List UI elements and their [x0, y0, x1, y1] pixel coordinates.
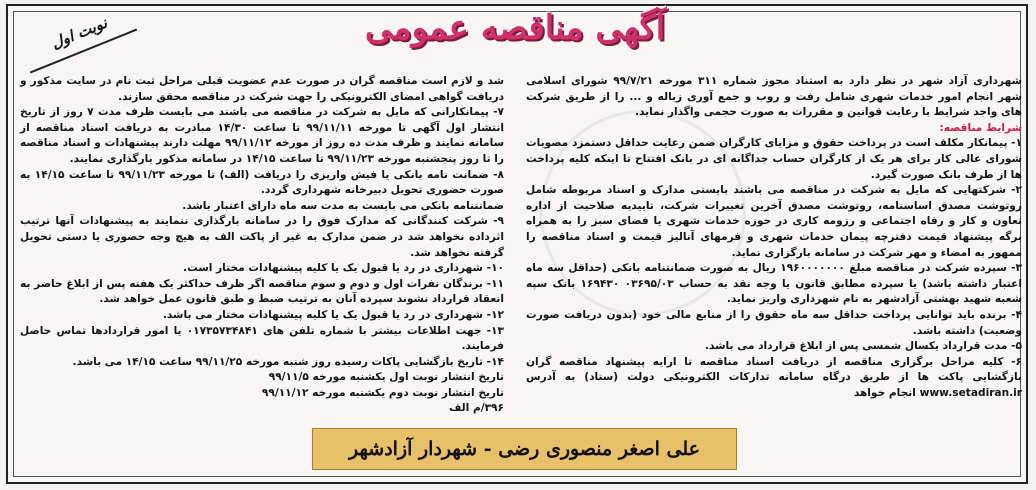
- signature-banner: [312, 428, 737, 470]
- condition-3: ۳- سپرده شرکت در مناقصه مبلغ ۱۹۶۰۰۰۰۰۰۰ ریال به صورت ضمانتنامه بانکی (حداقل سه ماه اعتبار داشته باشد) یا سپرده مطابق قانون یا وجه نقد به حساب ۰۳۶۹۵/۰۳ ۱۶۹۴۳۰ بانک سپه شعبه شهید بهشتی آزادشهر به نام شهرداری واریز نماید.: [526, 262, 1023, 306]
- title-banner: [330, 2, 700, 54]
- condition-12: ۱۲- شهرداری در رد یا قبول یک یا کلیه پیشنهادات مختار می باشد.: [162, 308, 504, 321]
- first-publication-date: تاریخ انتشار نوبت اول یکشنبه مورخه ۹۹/۱۱/۵: [268, 371, 504, 384]
- condition-14: ۱۴- تاریخ بازگشایی پاکات رسیده روز شنبه مورخه ۹۹/۱۱/۲۵ ساعت ۱۴/۱۵ می باشد.: [72, 355, 504, 368]
- mayor-signature: علی اصغر منصوری رضی - شهردار آزادشهر: [349, 438, 700, 460]
- right-column: [526, 74, 1022, 401]
- condition-7: ۷- پیمانکارانی که مایل به شرکت در مناقصه می باشند می بایست ظرف مدت ۷ روز از تاریخ انتشار اول آگهی تا مورخه ۹۹/۱۱/۱۱ تا ساعت ۱۴/۳۰ مبادرت به دریافت اسناد مناقصه از سامانه نمایند و ظرف مدت ده روز از مورخه ۹۹/۱۱/۱۲ مهلت دارند پیشنهادات و اسناد مناقصه را تا روز پنجشنبه مورخه ۹۹/۱۱/۲۳ تا ساعت ۱۴/۱۵ در سامانه مذکور بارگذاری نمایند.: [20, 106, 505, 165]
- left-column: [20, 74, 504, 417]
- intro-paragraph: شهرداری آزاد شهر در نظر دارد به استناد مجوز شماره ۳۱۱ مورخه ۹۹/۷/۲۱ شورای اسلامی شهر انجام امور خدمات شهری شامل رفت و روب و جمع آوری زباله و ... را از طریق شرکت های واجد شرایط با رعایت قوانین و مقررات به صورت حجمی واگذار نماید.: [526, 75, 1022, 119]
- condition-6: ۶- کلیه مراحل برگزاری مناقصه از دریافت اسناد مناقصه تا ارایه پیشنهاد مناقصه گران بازگشایی پاکت ها از طریق درگاه سامانه تدارکات الکترونیکی دولت (ستاد) به آدرس www.setadiran.ir انجام خواهد: [526, 355, 1022, 399]
- condition-9: ۹- شرکت کنندگانی که مدارک فوق را در سامانه بارگذاری ننمایند به پیشنهادات آنها ترتیب اثرداده نخواهد شد در ضمن مدارک به غیر از پاکت الف به هیچ وجه حضوری یا دستی تحویل گرفته نخواهد شد.: [20, 215, 504, 259]
- condition-10: ۱۰- شهرداری در رد یا قبول یک یا کلیه پیشنهادات مختار است.: [183, 262, 504, 275]
- reference-number: ۳۹۶/م الف: [449, 402, 504, 415]
- condition-8: ۸- ضمانت نامه بانکی یا فیش واریزی را دریافت (الف) تا مورخه ۹۹/۱۱/۲۳ تا ساعت ۱۴/۱۵ به صورت حضوری تحویل دبیرخانه شهرداری گردد.: [20, 168, 505, 197]
- turn-label: نوبت اول: [48, 13, 110, 53]
- page-title: آگهی مناقصه عمومی: [364, 8, 666, 48]
- condition-11: ۱۱- برندگان نفرات اول و دوم و سوم مناقصه اگر ظرف حداکثر یک هفته پس از ابلاغ حاضر به انعقاد قرارداد نشوند سپرده آنان به ترتیب ضبط و طبق قانون عمل خواهد شد.: [20, 277, 504, 306]
- condition-2: ۲- شرکتهایی که مایل به شرکت در مناقصه می باشند بایستی مدارک و اسناد مربوطه شامل روتوشت مصدق اساسنامه، روتوشت مصدق آخرین تغییرات شرکت، تاییدیه صلاحیت از اداره تعاون و کار و رفاه اجتماعی و رزومه کاری در حوزه خدمات شهری یا فضای سبز را به همراه برگه پیشنهاد قیمت دفترچه پیمان خدمات شهری و فرمهای آنالیز قیمت و اسناد مناقصه را ممهور به امضاء و مهر شرکت در سامانه بارگزاری نماید.: [526, 184, 1022, 259]
- guarantee-note: ضمانتنامه بانکی می بایست به مدت سه ماه دارای اعتبار باشد.: [182, 199, 504, 212]
- condition-4: ۴- برنده باید توانایی پرداخت حداقل سه ماه حقوق را از منابع مالی خود (بدون دریافت صورت وضعیت) داشته باشد.: [526, 308, 1022, 337]
- conditions-heading: شرایط مناقصه:: [939, 121, 1022, 134]
- condition-6-continued: شد و لازم است مناقصه گران در صورت عدم عضویت قبلی مراحل ثبت نام در سایت مذکور و دریافت گواهی امضای الکترونیکی را جهت شرکت در مناقصه محقق سازند.: [20, 75, 504, 103]
- condition-1: ۱- پیمانکار مکلف است در پرداخت حقوق و مزایای کارگران ضمن رعایت حداقل دستمزد مصوبات شورای عالی کار برای هر یک از کارگران حساب جداگانه ای در بانک افتتاح تا اینکه کلیه پرداخت ها از طرف بانک صورت گیرد.: [526, 137, 1022, 181]
- second-publication-date: تاریخ انتشار نوبت دوم یکشنبه مورخه ۹۹/۱۱/۱۲: [261, 386, 504, 399]
- condition-13: ۱۳- جهت اطلاعات بیشتر با شماره تلفن های ۰۱۷۳۵۷۳۴۸۴۱ یا امور قراردادها تماس حاصل فرمایند.: [20, 324, 504, 353]
- condition-5: ۵- مدت قرارداد یکسال شمسی پس از ابلاغ قرارداد می باشد.: [704, 340, 1022, 353]
